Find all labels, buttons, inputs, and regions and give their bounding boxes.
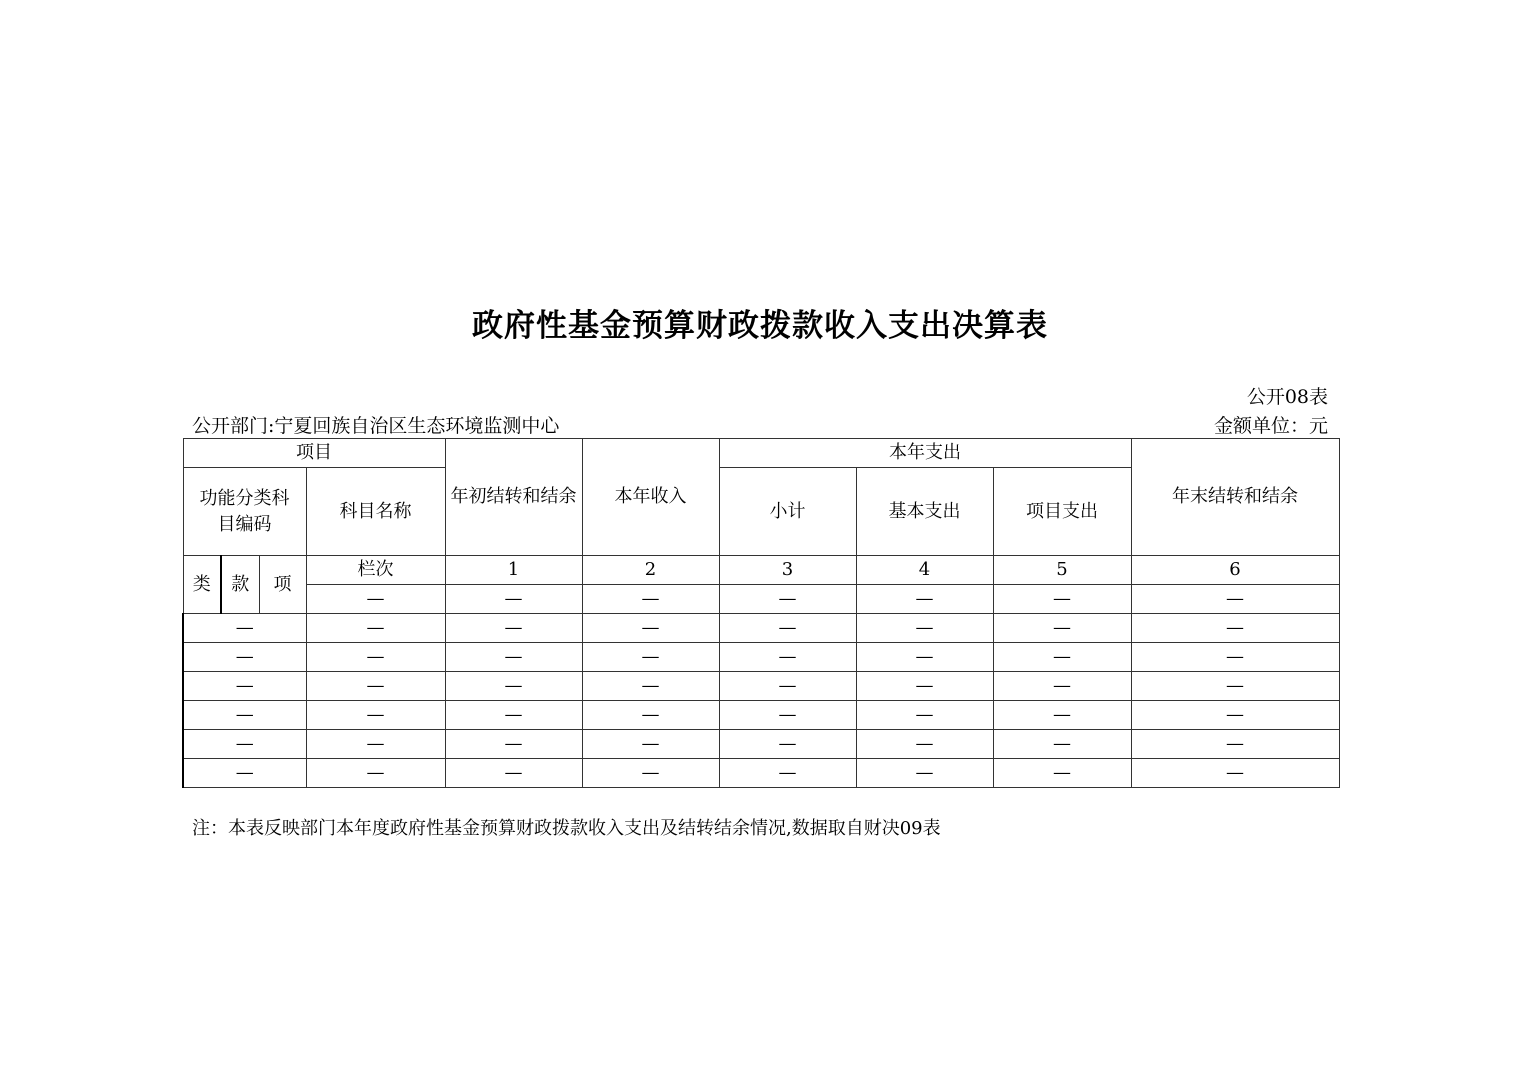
cell: —: [1131, 614, 1339, 643]
header-column-no: 栏次: [306, 556, 445, 585]
header-xiang: 项: [259, 556, 306, 614]
cell: —: [719, 585, 856, 614]
unit-label: 金额单位：元: [1213, 415, 1328, 437]
cell: —: [306, 585, 445, 614]
header-basic: 基本支出: [856, 468, 993, 556]
department-label: 公开部门:宁夏回族自治区生态环境监测中心: [192, 415, 560, 437]
cell: —: [445, 701, 582, 730]
cell: —: [1131, 585, 1339, 614]
cell: —: [856, 701, 993, 730]
table-row: [183, 759, 1339, 788]
table-row: [183, 701, 1339, 730]
cell: —: [306, 701, 445, 730]
budget-table: [182, 438, 1340, 788]
cell: —: [306, 643, 445, 672]
cell: —: [856, 614, 993, 643]
header-lei: 类: [183, 556, 221, 614]
table-row: [183, 614, 1339, 643]
cell: —: [582, 585, 719, 614]
cell: —: [856, 643, 993, 672]
header-end-balance: 年末结转和结余: [1131, 439, 1339, 556]
header-func-code: 功能分类科目编码: [183, 468, 306, 556]
header-income: 本年收入: [582, 439, 719, 556]
cell: —: [993, 585, 1131, 614]
cell: —: [445, 614, 582, 643]
cell: —: [719, 701, 856, 730]
cell: —: [856, 759, 993, 788]
col-num-2: 2: [582, 556, 719, 585]
cell: —: [1131, 643, 1339, 672]
header-expense: 本年支出: [719, 439, 1131, 468]
cell: —: [183, 759, 306, 788]
header-project-exp: 项目支出: [993, 468, 1131, 556]
cell: —: [1131, 701, 1339, 730]
table-row: [183, 643, 1339, 672]
form-number: 公开08表: [1246, 386, 1328, 408]
header-row-1: [183, 439, 1339, 468]
col-num-1: 1: [445, 556, 582, 585]
cell: —: [306, 672, 445, 701]
header-row-3: [183, 556, 1339, 585]
cell: —: [856, 585, 993, 614]
cell: —: [445, 672, 582, 701]
cell: —: [993, 730, 1131, 759]
header-begin-balance: 年初结转和结余: [445, 439, 582, 556]
cell: —: [582, 643, 719, 672]
cell: —: [719, 759, 856, 788]
cell: —: [719, 672, 856, 701]
cell: —: [445, 643, 582, 672]
cell: —: [993, 672, 1131, 701]
cell: —: [993, 759, 1131, 788]
cell: —: [719, 643, 856, 672]
cell: —: [306, 730, 445, 759]
col-num-5: 5: [993, 556, 1131, 585]
cell: —: [582, 701, 719, 730]
cell: —: [582, 672, 719, 701]
cell: —: [993, 643, 1131, 672]
col-num-3: 3: [719, 556, 856, 585]
cell: —: [719, 614, 856, 643]
cell: —: [183, 614, 306, 643]
cell: —: [993, 701, 1131, 730]
cell: —: [719, 730, 856, 759]
cell: —: [183, 701, 306, 730]
cell: —: [1131, 759, 1339, 788]
cell: —: [856, 672, 993, 701]
cell: —: [856, 730, 993, 759]
cell: —: [993, 614, 1131, 643]
page-title: 政府性基金预算财政拨款收入支出决算表: [472, 308, 1048, 344]
col-num-6: 6: [1131, 556, 1339, 585]
header-project: 项目: [183, 439, 445, 468]
table-row: [183, 585, 1339, 614]
col-num-4: 4: [856, 556, 993, 585]
cell: —: [183, 643, 306, 672]
cell: —: [445, 730, 582, 759]
cell: —: [582, 759, 719, 788]
cell: —: [183, 730, 306, 759]
cell: —: [183, 672, 306, 701]
cell: —: [1131, 672, 1339, 701]
table-row: [183, 730, 1339, 759]
cell: —: [306, 614, 445, 643]
header-kuan: 款: [221, 556, 259, 614]
footnote: 注：本表反映部门本年度政府性基金预算财政拨款收入支出及结转结余情况,数据取自财决09表: [192, 818, 941, 839]
cell: —: [445, 759, 582, 788]
cell: —: [582, 730, 719, 759]
header-subtotal: 小计: [719, 468, 856, 556]
cell: —: [445, 585, 582, 614]
cell: —: [1131, 730, 1339, 759]
cell: —: [582, 614, 719, 643]
table-row: [183, 672, 1339, 701]
cell: —: [306, 759, 445, 788]
header-subject-name: 科目名称: [306, 468, 445, 556]
